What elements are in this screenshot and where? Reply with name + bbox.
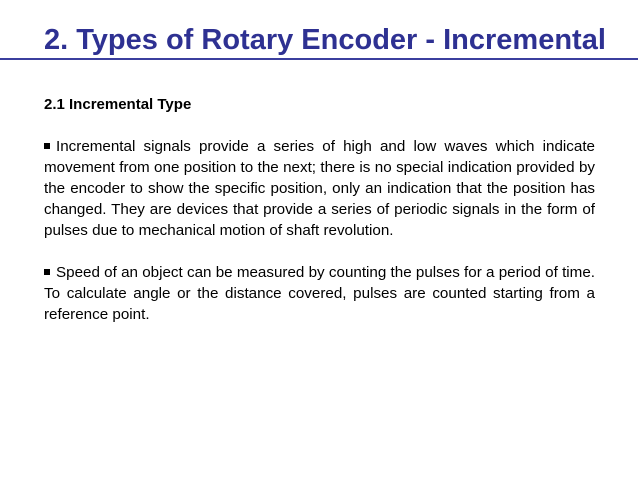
slide-body [44, 94, 595, 346]
paragraph-text: Incremental signals provide a series of high and low waves which indicate movement from one position to the next; there is no special indication provided by the encoder to show the specific position, only an indication that the position has changed. They are devices that provide a series of periodic signals in the form of pulses due to mechanical motion of shaft revolution. [44, 138, 595, 239]
title-underline [0, 58, 638, 60]
bullet-paragraph-2 [44, 262, 595, 325]
slide-title: 2. Types of Rotary Encoder - Incremental [44, 24, 606, 56]
bullet-paragraph-1 [44, 136, 595, 241]
section-subheading: 2.1 Incremental Type [44, 96, 192, 113]
paragraph-text: Speed of an object can be measured by counting the pulses for a period of time. To calculate angle or the distance covered, pulses are counted starting from a reference point. [44, 264, 595, 323]
square-bullet-icon [44, 143, 50, 149]
square-bullet-icon [44, 269, 50, 275]
